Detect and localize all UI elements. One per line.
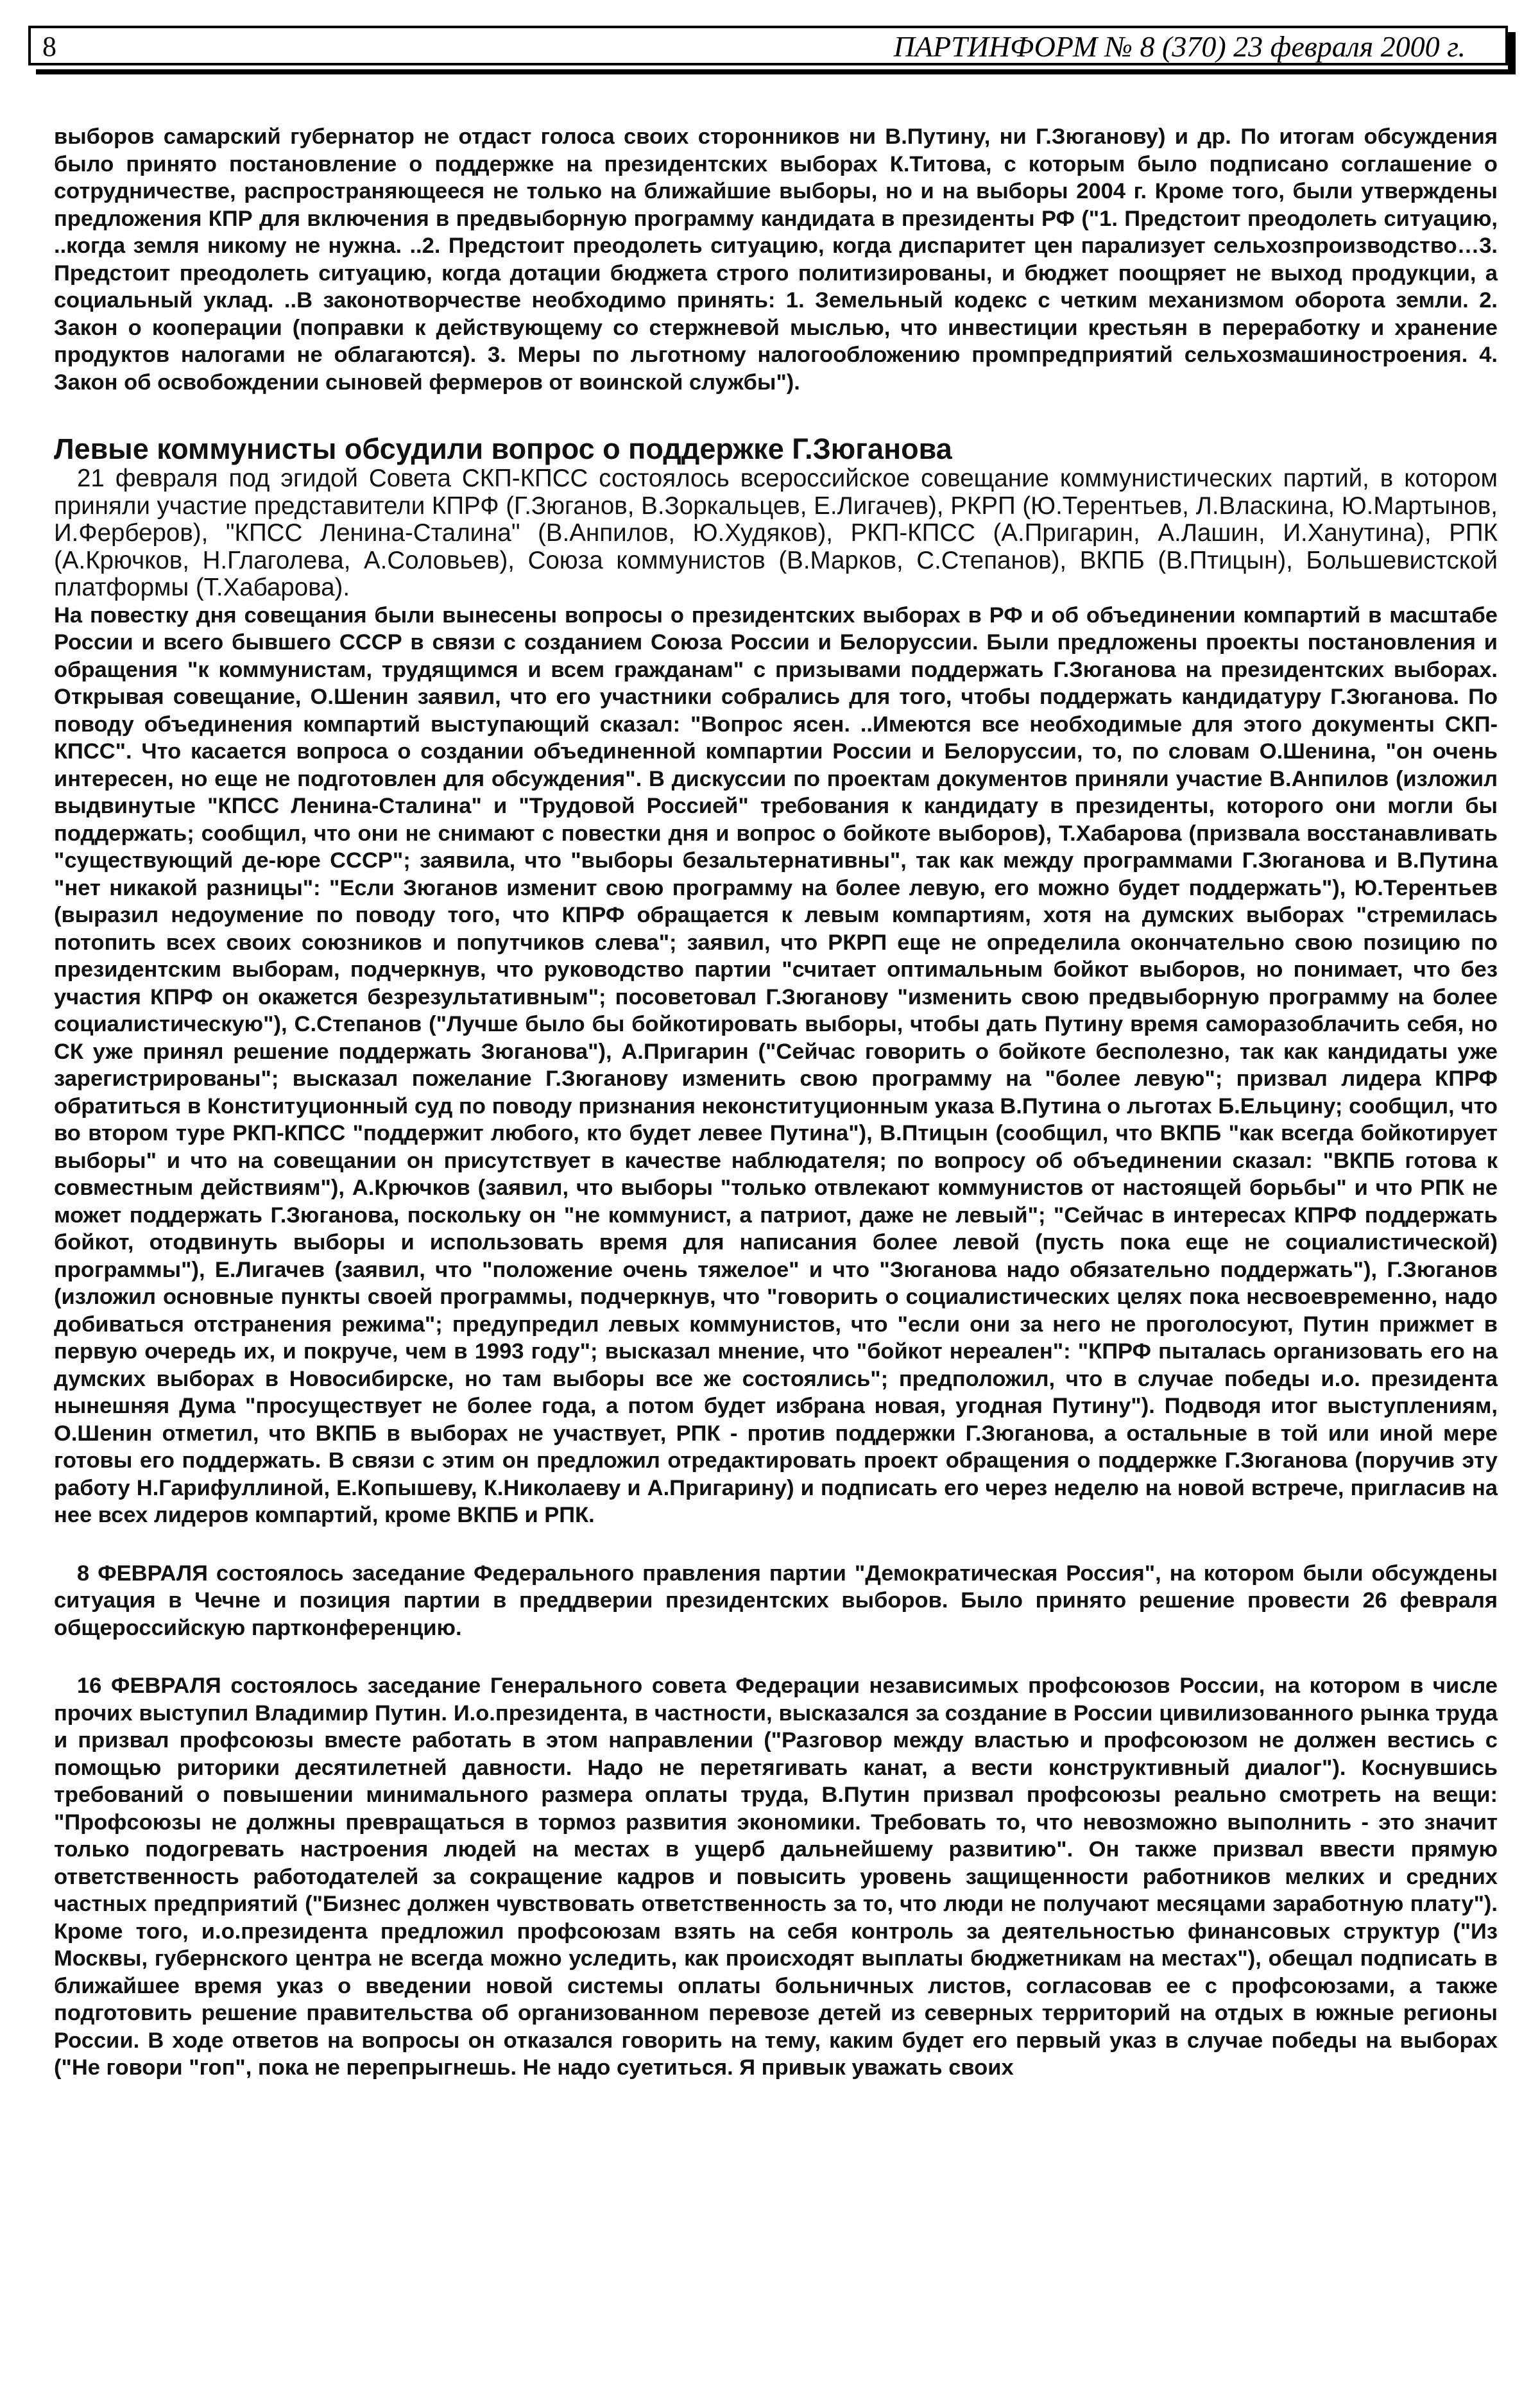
header-rule [36,69,1516,74]
article-body [54,123,1498,2082]
header-shadow [1508,32,1516,74]
news-item-feb16: 16 ФЕВРАЛЯ состоялось заседание Генерального совета Федерации независимых профсоюзов России, на котором в числе прочих выступил Владимир Путин. И.о.президента, в частности, высказался за создание в России цивилизованного рынка труда и призвал профсоюзы вместе работать в этом направлении ("Разговор между властью и профсоюзом не должен вестись с помощью риторики десятилетней давности. Надо не перетягивать канат, а вести конструктивный диалог"). Коснувшись требований о повышении минимального размера оплаты труда, В.Путин призвал профсоюзы реально смотреть на вещи: "Профсоюзы не должны превращаться в тормоз развития экономики. Требовать то, что невозможно выполнить - это значит только подогревать настроения людей на местах в ущерб дальнейшему развитию". Он также призвал ввести прямую ответственность работодателей за сокращение кадров и повысить уровень защищенности работников мелких и средних частных предприятий ("Бизнес должен чувствовать ответственность за то, что люди не получают месяцами заработную плату"). Кроме того, и.о.президента предложил профсоюзам взять на себя контроль за деятельностью финансовых структур ("Из Москвы, губернского центра не всегда можно уследить, как происходят выплаты бюджетникам на местах"), обещал подписать в ближайшее время указ о введении новой системы оплаты больничных листов, согласовав ее с профсоюзами, а также подготовить решение правительства об организованном перевозе детей из северных территорий на отдых в южные регионы России. В ходе ответов на вопросы он отказался говорить на тему, каким будет его первый указ в случае победы на выборах ("Не говори "гоп", пока не перепрыгнешь. Не надо суетиться. Я привык уважать своих [54,1674,1498,2080]
page-number: 8 [42,31,56,62]
page-header [28,26,1508,65]
intro-paragraph: выборов самарский губернатор не отдаст голоса своих сторонников ни В.Путину, ни Г.Зюганову) и др. По итогам обсуждения было принято постановление о поддержке на президентских выборах К.Титова, с которым было подписано соглашение о сотрудничестве, распространяющееся не только на ближайшие выборы, но и на выборы 2004 г. Кроме того, были утверждены предложения КПР для включения в предвыборную программу кандидата в президенты РФ ("1. Предстоит преодолеть ситуацию, ..когда земля никому не нужна. ..2. Предстоит преодолеть ситуацию, когда диспаритет цен парализует сельхозпроизводство…3. Предстоит преодолеть ситуацию, когда дотации бюджета строго политизированы, и бюджет поощряет не выход продукции, а социальный уклад. ..В законотворчестве необходимо принять: 1. Земельный кодекс с четким механизмом оборота земли. 2. Закон о кооперации (поправки к действующему со стержневой мыслью, что инвестиции крестьян в переработку и хранение продуктов налогами не облагаются). 3. Меры по льготному налогообложению промпредприятий сельхозмашиностроения. 4. Закон об освобождении сыновей фермеров от воинской службы"). [54,124,1498,395]
article-headline: Левые коммунисты обсудили вопрос о поддержке Г.Зюганова [54,433,952,465]
news-item-feb8: 8 ФЕВРАЛЯ состоялось заседание Федерального правления партии "Демократическая Россия", на котором были обсуждены ситуация в Чечне и позиция партии в преддверии президентских выборов. Было принято решение провести 26 февраля общероссийскую партконференцию. [54,1561,1498,1640]
lead-paragraph: 21 февраля под эгидой Совета СКП-КПСС состоялось всероссийское совещание коммунистических партий, в котором приняли участие представители КПРФ (Г.Зюганов, В.Зоркальцев, Е.Лигачев), РКРП (Ю.Терентьев, Л.Власкина, Ю.Мартынов, И.Ферберов), "КПСС Ленина-Сталина" (В.Анпилов, Ю.Худяков), РКП-КПСС (А.Пригарин, А.Лашин, И.Ханутина), РПК (А.Крючков, Н.Глаголева, А.Соловьев), Союза коммунистов (В.Марков, С.Степанов), ВКПБ (В.Птицын), Большевистской платформы (Т.Хабарова). [54,465,1498,601]
body-paragraph: На повестку дня совещания были вынесены вопросы о президентских выборах в РФ и об объединении компартий в масштабе России и всего бывшего СССР в связи с созданием Союза России и Белоруссии. Были предложены проекты постановления и обращения "к коммунистам, трудящимся и всем гражданам" с призывами поддержать Г.Зюганова на президентских выборах. Открывая совещание, О.Шенин заявил, что его участники собрались для того, чтобы поддержать кандидатуру Г.Зюганова. По поводу объединения компартий выступающий сказал: "Вопрос ясен. ..Имеются все необходимые для этого документы СКП-КПСС". Что касается вопроса о создании объединенной компартии России и Белоруссии, то, по словам О.Шенина, "он очень интересен, но еще не подготовлен для обсуждения". В дискуссии по проектам документов приняли участие В.Анпилов (изложил выдвинутые "КПСС Ленина-Сталина" и "Трудовой Россией" требования к кандидату в президенты, которого они могли бы поддержать; сообщил, что они не снимают с повестки дня и вопрос о бойкоте выборов), Т.Хабарова (призвала восстанавливать "существующий де-юре СССР"; заявила, что "выборы безальтернативны", так как между программами Г.Зюганова и В.Путина "нет никакой разницы": "Если Зюганов изменит свою программу на более левую, его можно будет поддержать"), Ю.Терентьев (выразил недоумение по поводу того, что КПРФ обращается к левым компартиям, хотя на думских выборах "стремилась потопить всех своих союзников и попутчиков слева"; заявил, что РКРП еще не определила окончательно свою позицию по президентским выборам, подчеркнув, что руководство партии "считает оптимальным бойкот выборов, но понимает, что без участия КПРФ он окажется безрезультативным"; посоветовал Г.Зюганову "изменить свою предвыборную программу на более социалистическую"), С.Степанов ("Лучше было бы бойкотировать выборы, чтобы дать Путину время саморазоблачить себя, но СК уже принял решение поддержать Зюганова"), А.Пригарин ("Сейчас говорить о бойкоте бесполезно, так как кандидаты уже зарегистрированы"; высказал пожелание Г.Зюганову изменить свою программу на "более левую"; призвал лидера КПРФ обратиться в Конституционный суд по поводу признания неконституционным указа В.Путина о льготах Б.Ельцину; сообщил, что во втором туре РКП-КПСС "поддержит любого, кто будет левее Путина"), В.Птицын (сообщил, что ВКПБ "как всегда бойкотирует выборы" и что на совещании он присутствует в качестве наблюдателя; по вопросу об объединении сказал: "ВКПБ готова к совместным действиям"), А.Крючков (заявил, что выборы "только отвлекают коммунистов от настоящей борьбы" и что РПК не может поддержать Г.Зюганова, поскольку он "не коммунист, а патриот, даже не левый"; "Сейчас в интересах КПРФ поддержать бойкот, отодвинуть выборы и использовать время для написания более левой (пусть пока еще не социалистической) программы"), Е.Лигачев (заявил, что "положение очень тяжелое" и что "Зюганова надо обязательно поддержать"), Г.Зюганов (изложил основные пункты своей программы, подчеркнув, что "говорить о социалистических целях пока несвоевременно, надо добиваться отстранения режима"; предупредил левых коммунистов, что "если они за него не проголосуют, Путин прижмет в первую очередь их, и покруче, чем в 1993 году"; высказал мнение, что "бойкот нереален": "КПРФ пыталась организовать его на думских выборах в Новосибирске, но там выборы все же состоялись"; предположил, что в случае победы и.о. президента нынешняя Дума "просуществует не более года, а потом будет избрана новая, угодная Путину"). Подводя итог выступлениям, О.Шенин отметил, что ВКПБ в выборах не участвует, РПК - против поддержки Г.Зюганова, а остальные в той или иной мере готовы его поддержать. В связи с этим он предложил отредактировать проект обращения о поддержке Г.Зюганова (поручив эту работу Н.Гарифуллиной, Е.Копышеву, К.Николаеву и А.Пригарину) и подписать его через неделю на новой встрече, пригласив на нее всех лидеров компартий, кроме ВКПБ и РПК. [54,603,1498,1527]
masthead: ПАРТИНФОРМ № 8 (370) 23 февраля 2000 г. [893,30,1466,63]
